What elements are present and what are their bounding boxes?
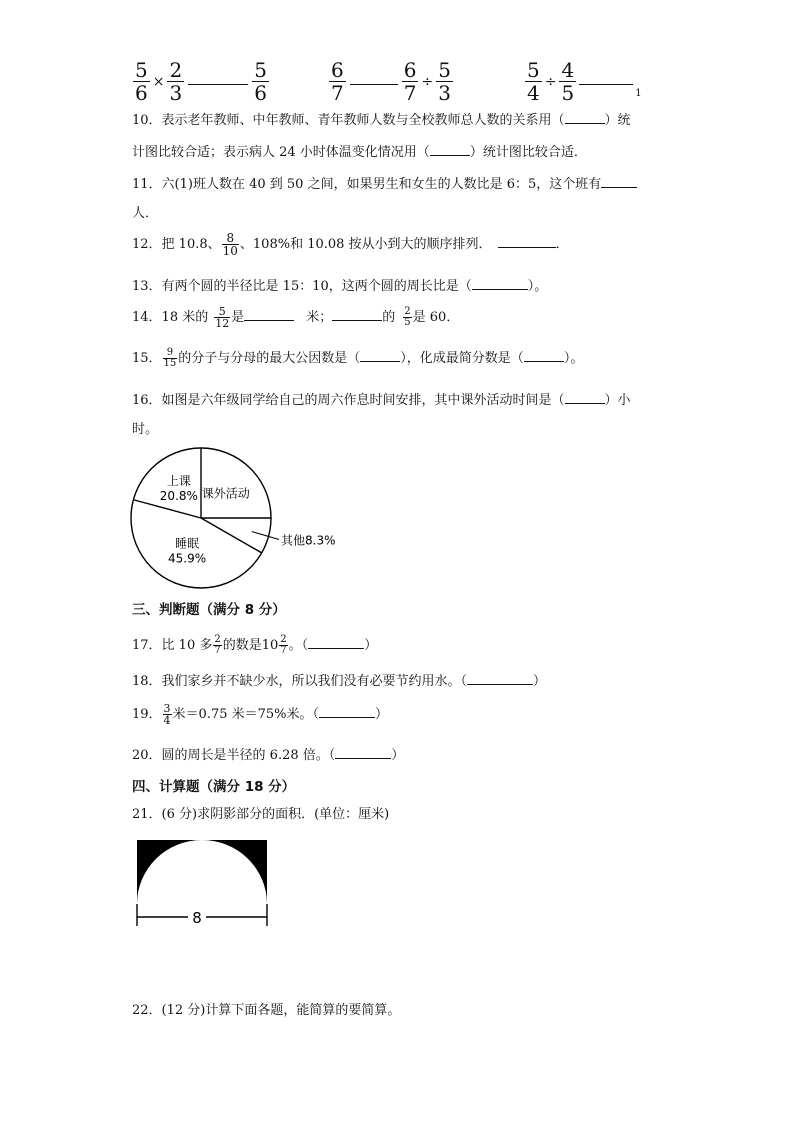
- answer-blank[interactable]: [565, 389, 605, 404]
- q16-line2: 时。: [132, 422, 159, 437]
- pie-value-shuimian: 45.9%: [168, 551, 207, 566]
- answer-blank[interactable]: [565, 109, 605, 124]
- q14: 14．18 米的 $\frac{5}{12}$ 是 米； 的 $\frac{2}{5}$ 是 60．: [132, 305, 460, 330]
- fraction: $\frac{5}{12}$: [215, 305, 230, 330]
- q16-line1: 16．如图是六年级同学给自己的周六作息时间安排，其中课外活动时间是（ ）小: [132, 389, 631, 410]
- answer-blank[interactable]: [430, 141, 470, 156]
- pie-label-shangke: 上课: [166, 474, 191, 489]
- fraction: $\frac{6}{7}$: [403, 58, 417, 105]
- section-4-heading: 四、计算题（满分 18 分）: [132, 779, 296, 795]
- answer-blank[interactable]: [335, 744, 391, 759]
- q12: 12．把 10.8、 $\frac{8}{10}$ 、108%和 10.08 按从小到大的顺序排列． ．: [132, 231, 569, 258]
- answer-blank[interactable]: [472, 275, 528, 290]
- pie-label-kewaihuodong: 课外活动: [201, 486, 250, 501]
- fraction: $\frac{2}{7}$: [214, 634, 221, 656]
- fraction: $\frac{5}{6}$: [254, 58, 267, 105]
- answer-blank[interactable]: [579, 70, 633, 85]
- q9-expr-c: $\frac{5}{4}$ ÷ $\frac{4}{5}$ 1: [527, 58, 642, 105]
- pie-label-shuimian: 睡眠: [175, 536, 200, 551]
- fraction: $\frac{5}{4}$: [527, 58, 540, 105]
- answer-blank[interactable]: [498, 233, 556, 248]
- answer-blank[interactable]: [350, 70, 398, 85]
- answer-blank[interactable]: [188, 70, 248, 85]
- pie-value-shangke: 20.8%: [159, 489, 198, 504]
- q9-expr-a: $\frac{5}{6}$ × $\frac{2}{3}$ $\frac{5}{6}$: [135, 58, 267, 105]
- q11-line2: 人．: [132, 206, 159, 221]
- fraction: $\frac{3}{4}$: [163, 702, 171, 727]
- fraction: $\frac{5}{3}$: [438, 58, 451, 105]
- fraction: $\frac{4}{5}$: [561, 58, 575, 105]
- q21: 21．(6 分)求阴影部分的面积．(单位：厘米): [132, 807, 390, 822]
- q15: 15． $\frac{9}{15}$ 的分子与分母的最大公因数是（ ），化成最简分数是（ ）。: [132, 347, 584, 369]
- answer-blank[interactable]: [467, 670, 533, 685]
- fraction: $\frac{9}{15}$: [163, 347, 177, 369]
- answer-blank[interactable]: [332, 306, 382, 321]
- q17: 17．比 10 多 $\frac{2}{7}$ 的数是10 $\frac{2}{7}$ 。（ ）: [132, 634, 378, 656]
- q19: 19． $\frac{3}{4}$ 米＝0.75 米＝75%米。（ ）: [132, 702, 389, 727]
- q10-line2: 计图比较合适；表示病人 24 小时体温变化情况用（ ）统计图比较合适．: [132, 141, 587, 162]
- answer-blank[interactable]: [308, 634, 364, 649]
- fraction: $\frac{6}{7}$: [331, 58, 344, 105]
- fraction: $\frac{2}{5}$: [404, 306, 411, 328]
- shaded-area-figure: [134, 838, 274, 928]
- answer-blank[interactable]: [319, 703, 375, 718]
- q9-expr-b: $\frac{6}{7}$ $\frac{6}{7}$ ÷ $\frac{5}{3}$: [331, 58, 451, 105]
- q20: 20．圆的周长是半径的 6.28 倍。（ ）: [132, 744, 404, 765]
- fraction: $\frac{5}{6}$: [135, 58, 148, 105]
- fraction: $\frac{2}{7}$: [280, 634, 287, 656]
- dimension-label: 8: [192, 909, 202, 927]
- answer-blank[interactable]: [244, 306, 294, 321]
- section-3-heading: 三、判断题（满分 8 分）: [132, 602, 286, 618]
- q10-line1: 10．表示老年教师、中年教师、青年教师人数与全校教师总人数的关系用（ ）统: [132, 109, 631, 130]
- answer-blank[interactable]: [524, 347, 564, 362]
- answer-blank[interactable]: [601, 173, 637, 188]
- q13: 13．有两个圆的半径比是 15：10，这两个圆的周长比是（ ）。: [132, 275, 547, 296]
- answer-blank[interactable]: [360, 347, 400, 362]
- q18: 18．我们家乡并不缺少水，所以我们没有必要节约用水。（ ）: [132, 670, 546, 691]
- fraction: $\frac{8}{10}$: [222, 231, 238, 258]
- q22: 22．(12 分)计算下面各题，能简算的要简算。: [132, 1003, 401, 1018]
- pie-chart: [125, 445, 365, 595]
- fraction: $\frac{2}{3}$: [169, 58, 183, 105]
- q11-line1: 11．六(1)班人数在 40 到 50 之间，如果男生和女生的人数比是 6：5，这个班有: [132, 173, 637, 194]
- pie-label-qita: 其他8.3%: [281, 533, 336, 548]
